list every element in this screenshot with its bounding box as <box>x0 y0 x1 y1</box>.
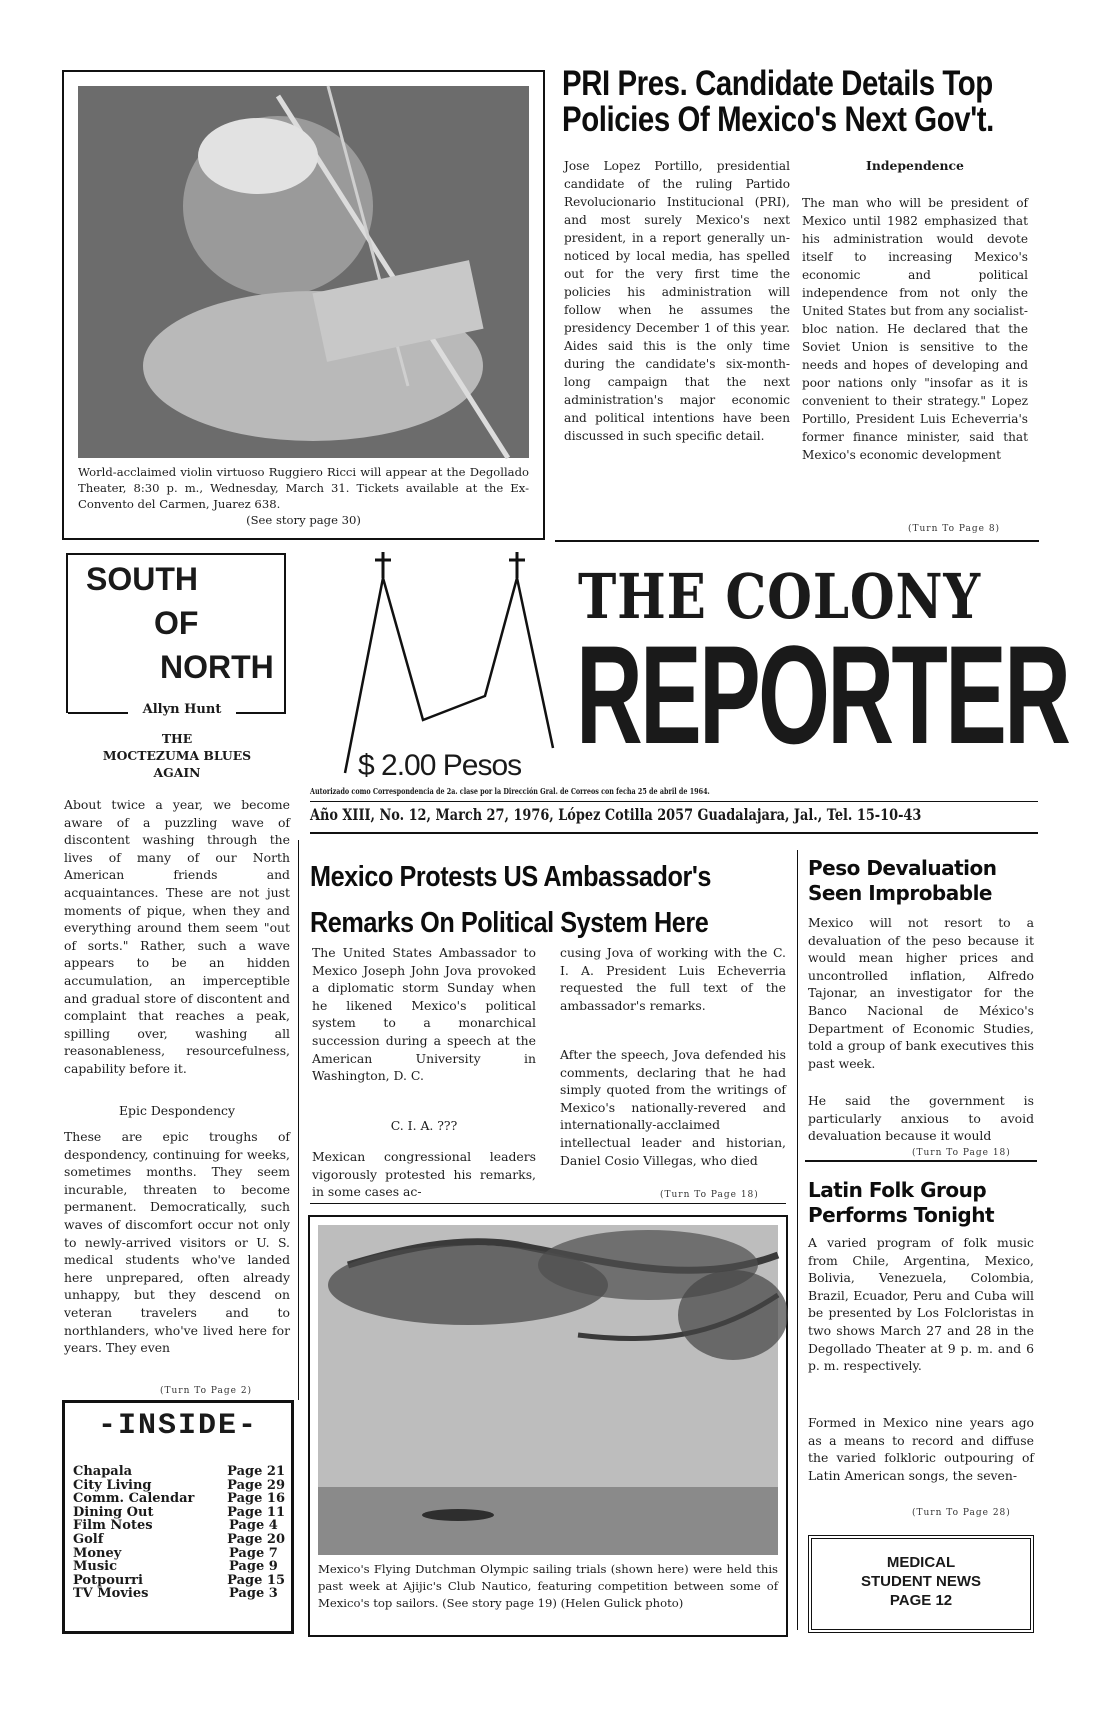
inside-item <box>73 1479 285 1493</box>
south-of-north-title-box <box>66 553 286 713</box>
inside-item-page: Page 20 <box>227 1531 285 1547</box>
peso-bottom-rule <box>805 1160 1037 1162</box>
pri-story-bottom-rule <box>555 540 1039 542</box>
pri-story-column2: The man who will be president of Mexico until 1982 emphasized that his administration would devote itself to increasing Mexico's economic and political independence from not only the United States but from any socialist-bloc nation. He declared that the Soviet Union is sensitive to the needs and hopes of developing and poor nations only "insofar as it is convenient to their strategy." Lopez Portillo, President Luis Echeverria's former finance minister, said that Mexico's economic development <box>802 196 1028 462</box>
inside-item-name: Dining Out <box>73 1504 154 1520</box>
inside-item-page: Page 9 <box>229 1559 278 1575</box>
ambassador-column1a: The United States Ambassador to Mexico Joseph John Jova provoked a diplomatic storm Sunday when he likened Mexico's political system to a monarchical succession during a speech at the American University in Washington, D. C. <box>312 945 536 1084</box>
inside-item-page: Page 15 <box>227 1572 285 1588</box>
subtitle-line3: AGAIN <box>153 765 201 780</box>
inside-item-name: Comm. Calendar <box>73 1491 195 1507</box>
folk-body: A varied program of folk music from Chile, Argentina, Mexico, Bolivia, Venezuela, Colombia, Brazil, Ecuador, Peru and Cuba will be presented by Los Folcloristas in two shows March 27 and 28 in the Degollado Theater at 9 p. m. and 6 p. m. respectively. <box>808 1235 1034 1374</box>
ambassador-bottom-rule <box>310 1203 786 1204</box>
ambassador-headline-line2: Remarks On Political System Here <box>310 907 709 939</box>
pri-story-headline <box>562 66 1066 137</box>
inside-item-page: Page 29 <box>227 1477 285 1493</box>
inside-item-page: Page 3 <box>229 1586 278 1602</box>
inside-item-name: TV Movies <box>73 1586 149 1602</box>
masthead-title-line1: THE COLONY <box>578 560 981 633</box>
folk-headline <box>808 1178 994 1228</box>
right-column-rule <box>797 850 798 1630</box>
column-jump: (Turn To Page 2) <box>160 1386 253 1396</box>
ambassador-headline-line1: Mexico Protests US Ambassador's <box>310 861 712 893</box>
inside-item-name: Money <box>73 1545 122 1561</box>
inside-item-name: Golf <box>73 1531 104 1547</box>
dateline-bottom-rule <box>310 832 1038 834</box>
see-story-reference: (See story page 30) <box>246 513 361 527</box>
pri-headline-line1: PRI Pres. Candidate Details Top <box>562 64 993 103</box>
sailing-photo-caption: Mexico's Flying Dutchman Olympic sailing trials (shown here) were held this past week at Ajijic's Club Nautico, featuring competition between some of Mexico's top sailors. (See story page 19) (Helen Gulick photo) <box>318 1562 778 1610</box>
inside-box <box>62 1400 294 1634</box>
inside-item <box>73 1574 285 1588</box>
inside-item <box>73 1519 285 1533</box>
ambassador-headline <box>310 854 711 946</box>
inside-item <box>73 1560 285 1574</box>
ambassador-column2b: After the speech, Jova defended his comments, declaring that he had simply quoted from the writings of Mexico's nationally-revered and internationally-acclaimed intellectual leader and historian, Daniel Cosio Villegas, who died <box>560 1047 786 1168</box>
column-subtitle <box>64 730 290 781</box>
column-subhead: Epic Despondency <box>119 1103 235 1118</box>
inside-item-name: City Living <box>73 1477 152 1493</box>
column-title-of: OF <box>154 605 199 641</box>
inside-title: -INSIDE- <box>97 1409 259 1443</box>
inside-item-name: Chapala <box>73 1464 133 1479</box>
column-author: Allyn Hunt <box>142 702 222 717</box>
ambassador-column1b: Mexican congressional leaders vigorously protested his remarks, in some cases ac- <box>312 1149 536 1200</box>
sailing-illustration <box>318 1225 778 1555</box>
medical-line2: STUDENT NEWS <box>861 1573 981 1590</box>
left-column-rule <box>298 840 299 1400</box>
inside-item-page: Page 7 <box>229 1545 278 1561</box>
pri-story-subhead: Independence <box>866 158 964 173</box>
medical-box-text <box>812 1553 1030 1610</box>
column-paragraph2: These are epic troughs of despondency, continuing for weeks, sometimes months. They seem incurable, threaten to become permanent. Democratically, such waves of discomfort occur not only to newly-arrived visitors or U. S. medical students who've landed here unprepared, often already unhappy, but they descend on veteran travelers and to northlanders, who've lived here for years. They even <box>64 1129 290 1356</box>
pri-story-column1: Jose Lopez Portillo, presidential candidate of the ruling Partido Revolucionario Institucional (PRI), and most surely Mexico's next president, in a report generally un-noticed by local media, has spelled out for the very first time the policies his administration will follow when he assumes the presidency December 1 of this year. Aides said this is the only time during the candidate's six-month-long campaign that the next administration's major economic and political intentions have been discussed in such specific detail. <box>564 159 790 443</box>
inside-item <box>73 1492 285 1506</box>
masthead-registration: Autorizado como Correspondencia de 2a. clase por la Dirección Gral. de Correos con fecha 25 de abril de 1964. <box>310 787 710 797</box>
inside-item <box>73 1587 285 1601</box>
caption-text: World-acclaimed violin virtuoso Ruggiero Ricci will appear at the Degollado Theater, 8:30 p. m., Wednesday, March 31. Tickets available at the Ex-Convento del Carmen, Juarez 638. <box>78 465 529 511</box>
column-title-south: SOUTH <box>86 561 198 597</box>
top-photo-box <box>62 70 545 540</box>
inside-list <box>73 1465 285 1601</box>
column-title-north: NORTH <box>160 649 274 685</box>
folk-body2: Formed in Mexico nine years ago as a means to record and diffuse the varied folkloric outpouring of Latin American songs, the seven- <box>808 1415 1034 1483</box>
inside-item-page: Page 4 <box>229 1518 278 1534</box>
author-rule-right <box>236 712 286 714</box>
masthead-title-line2: REPORTER <box>576 616 1069 773</box>
top-photo-caption <box>78 464 529 528</box>
pri-headline-line2: Policies Of Mexico's Next Gov't. <box>562 99 994 139</box>
masthead-price: $ 2.00 Pesos <box>358 749 522 782</box>
medical-line3: PAGE 12 <box>889 1592 953 1609</box>
column-paragraph1: About twice a year, we become aware of a puzzling wave of discontent washing through the lives of many of our North American friends and acquaintances. These are not just moments of pique, when they and everything around them seem "out of sorts." Rather, such a wave appears to be an hidden accumulation, an imperceptible and gradual store of discontent and complaint that reaches a peak, spilling over, washing all reasonableness, resourcefulness, capability before it. <box>64 797 290 1076</box>
violinist-illustration <box>78 86 529 458</box>
logo-tower-outline <box>345 578 553 773</box>
peso-headline-line2: Seen Improbable <box>808 881 992 905</box>
masthead-logo <box>335 548 585 780</box>
violinist-photo <box>78 86 529 458</box>
medical-line1: MEDICAL <box>886 1554 956 1571</box>
folk-headline-line1: Latin Folk Group <box>808 1178 987 1202</box>
inside-item <box>73 1506 285 1520</box>
inside-item <box>73 1533 285 1547</box>
masthead-dateline: Año XIII, No. 12, March 27, 1976, López Cotilla 2057 Guadalajara, Jal., Tel. 15-10-43 <box>310 805 922 824</box>
pri-story-jump: (Turn To Page 8) <box>908 524 1001 534</box>
inside-item <box>73 1547 285 1561</box>
sailing-photo <box>318 1225 778 1555</box>
inside-item-page: Page 16 <box>227 1491 285 1507</box>
subtitle-line1: THE <box>161 731 193 746</box>
ambassador-subhead: C. I. A. ??? <box>390 1118 458 1133</box>
peso-headline-line1: Peso Devaluation <box>808 856 997 880</box>
peso-headline <box>808 856 997 906</box>
dateline-top-rule <box>310 801 1038 802</box>
inside-item <box>73 1465 285 1479</box>
ambassador-column2: cusing Jova of working with the C. I. A. President Luis Echeverria requested the full text of the ambassador's remarks. <box>560 945 786 1013</box>
medical-student-news-box <box>808 1535 1034 1633</box>
inside-item-page: Page 11 <box>227 1504 285 1520</box>
folk-headline-line2: Performs Tonight <box>808 1203 995 1227</box>
inside-item-page: Page 21 <box>227 1464 285 1479</box>
inside-item-name: Music <box>73 1559 118 1575</box>
sailing-photo-box <box>308 1215 788 1637</box>
inside-item-name: Potpourri <box>73 1572 143 1588</box>
subtitle-line2: MOCTEZUMA BLUES <box>102 748 252 763</box>
peso-jump: (Turn To Page 18) <box>912 1148 1011 1158</box>
ambassador-jump: (Turn To Page 18) <box>660 1190 759 1200</box>
folk-jump: (Turn To Page 28) <box>912 1508 1011 1518</box>
peso-body2: He said the government is particularly anxious to avoid devaluation because it would <box>808 1093 1034 1144</box>
inside-item-name: Film Notes <box>73 1518 153 1534</box>
peso-body: Mexico will not resort to a devaluation of the peso because it would mean higher prices and uncontrolled inflation, Alfredo Tajonar, an investigator for the Banco Nacional de México's Department of Economic Studies, told a group of bank executives this past week. <box>808 915 1034 1071</box>
author-rule-left <box>68 712 128 714</box>
